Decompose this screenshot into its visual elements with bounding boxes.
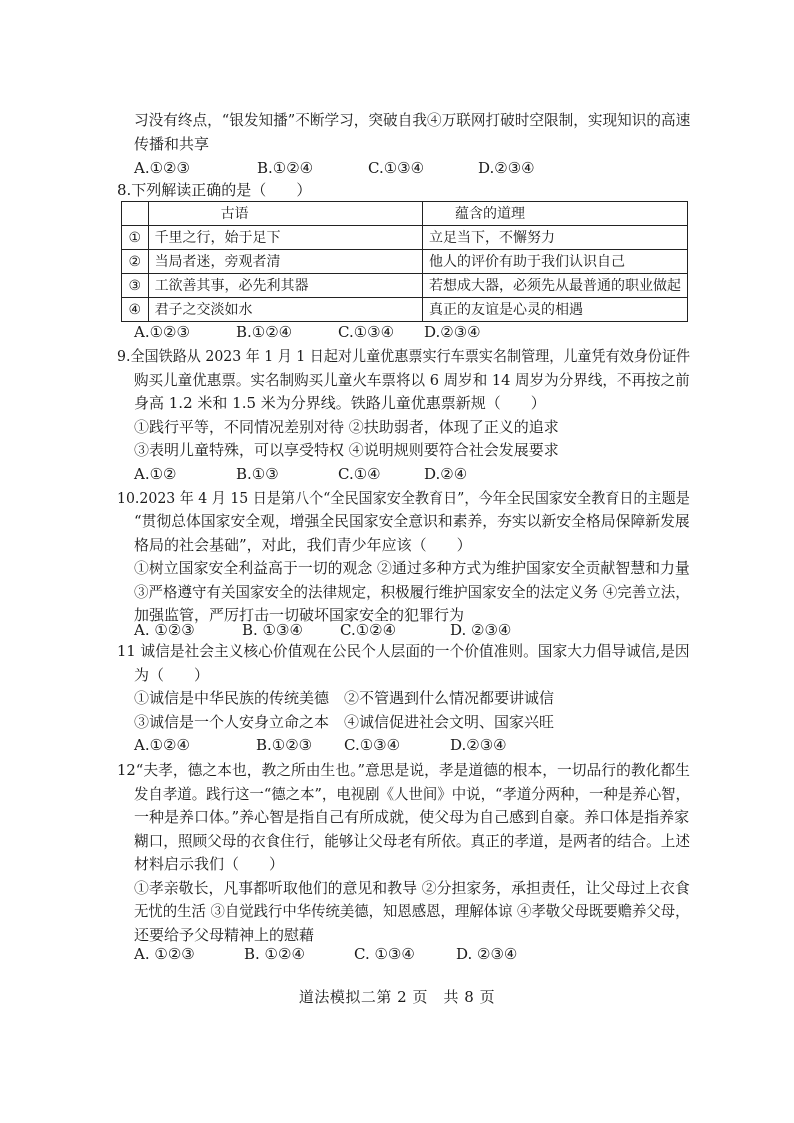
q9-option-b: B.①③ xyxy=(236,465,279,483)
row-meaning: 若想成大器，必须先从最普通的职业做起 xyxy=(423,274,688,298)
q9-line-4: ①践行平等，不同情况差别对待 ②扶助弱者，体现了正义的追求 xyxy=(134,418,559,436)
row-number: ② xyxy=(122,250,149,274)
q7-line-2: 传播和共享 xyxy=(134,135,210,153)
q12-line-5: 材料启示我们（ ） xyxy=(134,855,285,873)
q9-line-2: 购买儿童优惠票。实名制购买儿童火车票将以 6 周岁和 14 周岁为分界线，不再按之前 xyxy=(134,371,690,389)
q7-option-a: A.①②③ xyxy=(134,159,190,177)
q10-option-a: A. ①②③ xyxy=(134,621,195,639)
q9-option-d: D.②④ xyxy=(424,465,468,483)
q11-option-d: D.②③④ xyxy=(450,736,507,754)
row-saying: 工欲善其事，必先利其器 xyxy=(148,274,422,298)
table-row xyxy=(122,298,688,322)
q8-options xyxy=(134,322,634,342)
row-meaning: 真正的友谊是心灵的相遇 xyxy=(423,298,688,322)
q11-option-a: A.①②④ xyxy=(134,736,190,754)
q9-option-a: A.①② xyxy=(134,465,177,483)
q10-line-3: 格局的社会基础”，对此，我们青少年应该（ ） xyxy=(134,536,472,554)
q11-options xyxy=(134,735,634,755)
q12-line-3: 一种是养口体。”养心智是指自己有所成就，使父母为自己感到自豪。养口体是指养家 xyxy=(134,808,690,826)
q11-line-3: ①诚信是中华民族的传统美德 ②不管遇到什么情况都要讲诚信 xyxy=(134,689,555,707)
q10-line-5: ③严格遵守有关国家安全的法律规定，积极履行维护国家安全的法定义务 ④完善立法， xyxy=(134,583,690,601)
q11-line-4: ③诚信是一个人安身立命之本 ④诚信促进社会文明、国家兴旺 xyxy=(134,713,555,731)
q8-stem: 8.下列解读正确的是（ ） xyxy=(117,181,312,199)
q12-options xyxy=(134,944,634,964)
q9-line-1: 9.全国铁路从 2023 年 1 月 1 日起对儿童优惠票实行车票实名制管理，儿童凭有效身份证件 xyxy=(117,347,691,365)
q8-option-c: C.①③④ xyxy=(338,323,395,341)
q11-line-2: 为（ ） xyxy=(134,666,210,684)
q12-line-6: ①孝亲敬长，凡事都听取他们的意见和教导 ②分担家务，承担责任，让父母过上衣食 xyxy=(134,879,690,897)
table-row xyxy=(122,274,688,298)
q7-option-c: C.①③④ xyxy=(368,159,425,177)
row-saying: 当局者迷，旁观者清 xyxy=(148,250,422,274)
table-cell xyxy=(122,202,149,226)
row-meaning: 他人的评价有助于我们认识自己 xyxy=(423,250,688,274)
q11-line-1: 11 诚信是社会主义核心价值观在公民个人层面的一个价值准则。国家大力倡导诚信,是因 xyxy=(117,642,690,660)
row-number: ① xyxy=(122,226,149,250)
row-number: ③ xyxy=(122,274,149,298)
q9-options xyxy=(134,464,634,484)
table-header-meaning: 蕴含的道理 xyxy=(423,202,688,226)
q7-option-b: B.①②④ xyxy=(257,159,314,177)
q10-line-6: 加强监管，严厉打击一切破坏国家安全的犯罪行为 xyxy=(134,606,465,624)
q12-line-7: 无忧的生活 ③自觉践行中华传统美德，知恩感恩，理解体谅 ④孝敬父母既要赡养父母， xyxy=(134,902,690,920)
q8-table xyxy=(121,201,688,322)
q8-option-d: D.②③④ xyxy=(424,323,481,341)
q10-option-c: C.①②④ xyxy=(340,621,397,639)
q7-option-d: D.②③④ xyxy=(478,159,535,177)
q12-option-d: D. ②③④ xyxy=(456,945,518,963)
q12-line-2: 发自孝道。践行这一“德之本”，电视剧《人世间》中说，“孝道分两种，一种是养心智， xyxy=(134,785,690,803)
table-header-saying: 古语 xyxy=(148,202,422,226)
table-row xyxy=(122,250,688,274)
q10-line-2: “贯彻总体国家安全观，增强全民国家安全意识和素养，夯实以新安全格局保障新发展 xyxy=(134,512,690,530)
q10-line-1: 10.2023 年 4 月 15 日是第八个“全民国家安全教育日”，今年全民国家安全教育日的主题是 xyxy=(117,489,690,507)
page-footer: 道法模拟二第 2 页 共 8 页 xyxy=(298,988,496,1006)
row-number: ④ xyxy=(122,298,149,322)
row-saying: 君子之交淡如水 xyxy=(148,298,422,322)
q10-option-d: D. ②③④ xyxy=(450,621,512,639)
q8-option-b: B.①②④ xyxy=(236,323,293,341)
q11-option-b: B.①②③ xyxy=(256,736,313,754)
q7-line-1: 习没有终点，“银发知播”不断学习，突破自我④万联网打破时空限制，实现知识的高速 xyxy=(134,111,691,129)
q12-line-1: 12“夫孝，德之本也，教之所由生也。”意思是说，孝是道德的根本，一切品行的教化都生 xyxy=(117,761,690,779)
table-header-row xyxy=(122,202,688,226)
row-meaning: 立足当下，不懈努力 xyxy=(423,226,688,250)
q9-option-c: C.①④ xyxy=(338,465,381,483)
q10-options xyxy=(134,620,634,640)
q8-option-a: A.①②③ xyxy=(134,323,190,341)
q12-option-c: C. ①③④ xyxy=(354,945,415,963)
q12-line-4: 糊口，照顾父母的衣食住行，能够让父母老有所依。真正的孝道，是两者的结合。上述 xyxy=(134,832,690,850)
q10-line-4: ①树立国家安全利益高于一切的观念 ②通过多种方式为维护国家安全贡献智慧和力量 xyxy=(134,559,690,577)
table-row xyxy=(122,226,688,250)
q9-line-3: 身高 1.2 米和 1.5 米为分界线。铁路儿童优惠票新规（ ） xyxy=(134,394,546,412)
row-saying: 千里之行，始于足下 xyxy=(148,226,422,250)
q11-option-c: C.①③④ xyxy=(344,736,401,754)
q10-option-b: B. ①③④ xyxy=(242,621,303,639)
q12-option-a: A. ①②③ xyxy=(134,945,195,963)
q7-options xyxy=(134,158,634,178)
q12-option-b: B. ①②④ xyxy=(244,945,305,963)
q9-line-5: ③表明儿童特殊，可以享受特权 ④说明规则要符合社会发展要求 xyxy=(134,441,559,459)
q12-line-8: 还要给予父母精神上的慰藉 xyxy=(134,926,315,944)
